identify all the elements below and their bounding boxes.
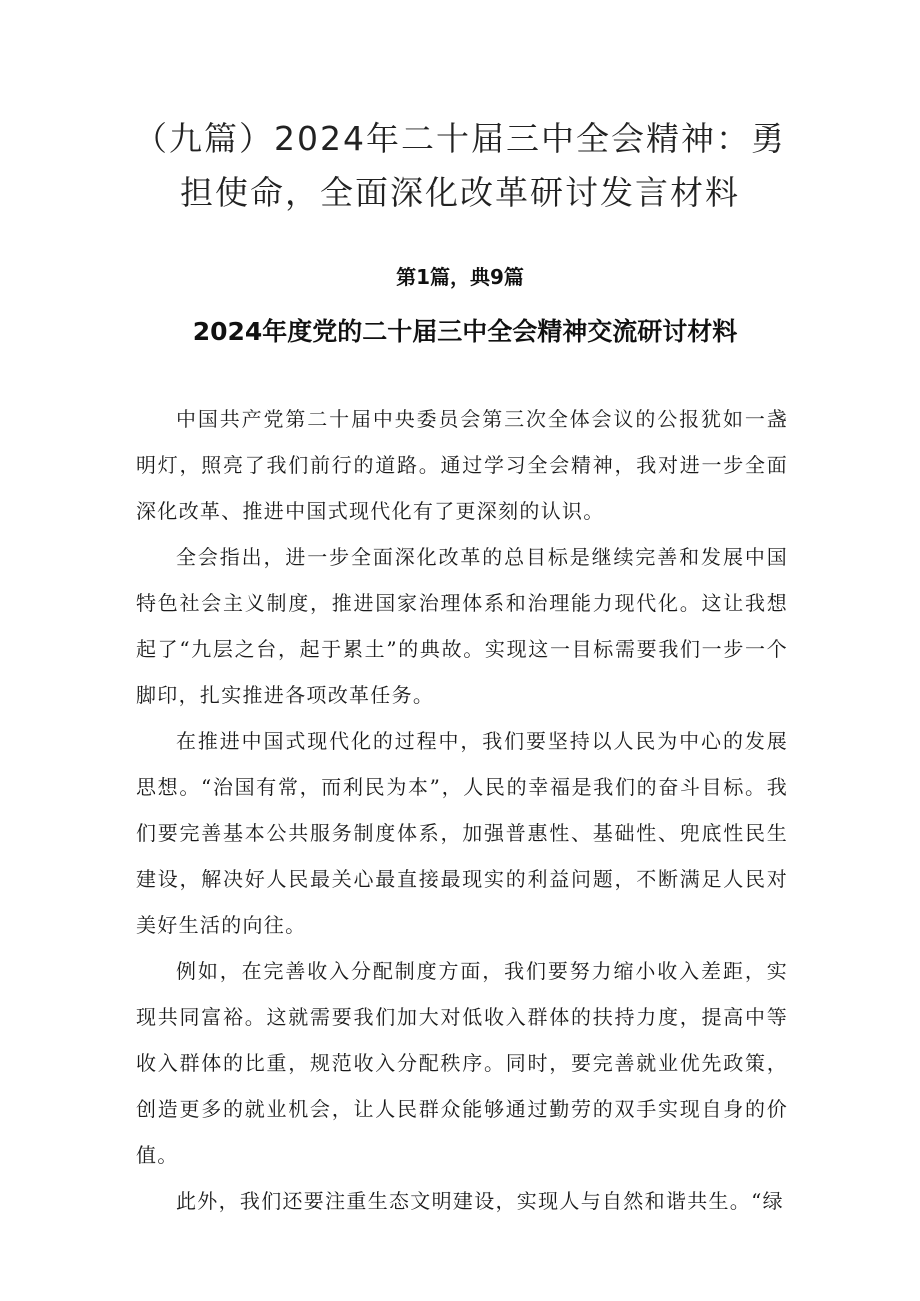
paragraph: 在推进中国式现代化的过程中，我们要坚持以人民为中心的发展思想。“治国有常，而利民为本”，人民的幸福是我们的奋斗目标。我们要完善基本公共服务制度体系，加强普惠性、基础性、兜底性民生建设，解决好人民最关心最直接最现实的利益问题，不断满足人民对美好生活的向往。	[136, 729, 788, 937]
section-title: 2024年度党的二十届三中全会精神交流研讨材料	[192, 317, 738, 346]
paragraph: 此外，我们还要注重生态文明建设，实现人与自然和谐共生。“绿	[176, 1189, 784, 1213]
paragraph: 中国共产党第二十届中央委员会第三次全体会议的公报犹如一盏明灯，照亮了我们前行的道路。通过学习全会精神，我对进一步全面深化改革、推进中国式现代化有了更深刻的认识。	[136, 407, 788, 523]
body-text	[136, 396, 788, 1224]
part-label: 第1篇，典9篇	[396, 265, 524, 289]
paragraph: 全会指出，进一步全面深化改革的总目标是继续完善和发展中国特色社会主义制度，推进国家治理体系和治理能力现代化。这让我想起了“九层之台，起于累土”的典故。实现这一目标需要我们一步一个脚印，扎实推进各项改革任务。	[136, 545, 788, 707]
paragraph: 例如，在完善收入分配制度方面，我们要努力缩小收入差距，实现共同富裕。这就需要我们加大对低收入群体的扶持力度，提高中等收入群体的比重，规范收入分配秩序。同时，要完善就业优先政策，创造更多的就业机会，让人民群众能够通过勤劳的双手实现自身的价值。	[136, 959, 788, 1167]
document-title: （九篇）2024年二十届三中全会精神：勇担使命，全面深化改革研讨发言材料	[134, 119, 786, 212]
